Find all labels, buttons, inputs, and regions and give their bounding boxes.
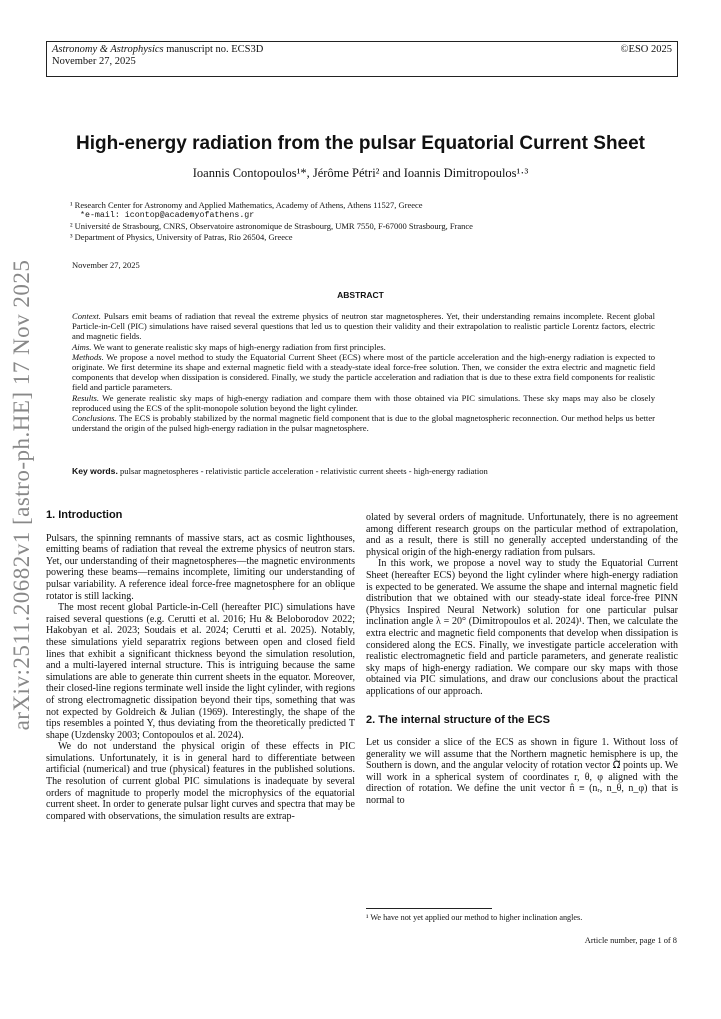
paragraph: We do not understand the physical origin of these effects in PIC simulations. Unfortunately, it is in general hard to differentiate between artificial (numerical) and true (physical) features in the published solutions. The resolution of current global PIC simulations is inadequate by several orders of magnitude to properly model the microphysics of the equatorial current sheet. In order to generate pulsar light curves and spectra that may be compared with observations, the simulation results are extrap- [46,741,355,822]
paper-title: High-energy radiation from the pulsar Equatorial Current Sheet [75,133,646,154]
abstract-conclusions [72,413,655,433]
context-label: Context. [72,311,101,321]
running-header [46,41,678,77]
conclusions-label: Conclusions. [72,413,117,424]
context-text: Pulsars emit beams of radiation that reveal the extreme physics of neutron star magnetospheres. Yet, their understanding remains incomplete. Recent global Particle-in-Cell (PIC) simulations have raised several questions that led us to question their validity and their extrapolation to realistic particle Lorentz factors, electric and magnetic fields. [72,311,655,342]
footnote-rule [366,908,492,909]
keywords-text: pulsar magnetospheres - relativistic particle acceleration - relativistic current sheets - high-energy radiation [117,466,488,476]
paragraph: Let us consider a slice of the ECS as shown in figure 1. Without loss of generality we will assume that the Northern magnetic hemisphere is up, the Southern is down, and the angular velocity of rotation vector Ω⃗ points up. We will work in a spherical system of coordinates r, θ, φ aligned with the direction of rotation. We define the unit vector n̂ ≡ (nᵣ, n_θ, n_φ) that is normal to [366,737,678,807]
left-column [46,510,355,822]
journal-name: Astronomy & Astrophysics [52,44,164,55]
methods-label: Methods. [72,351,104,362]
results-label: Results. [72,392,99,403]
abstract-results [72,393,655,413]
keywords-label: Key words. [72,466,118,476]
arxiv-stamp-text: arXiv:2511.20682v1 [astro-ph.HE] 17 Nov 2025 [9,259,34,731]
abstract-context [72,311,655,342]
aims-text: We want to generate realistic sky maps of high-energy radiation from first principles. [91,341,386,352]
paragraph: In this work, we propose a novel way to study the Equatorial Current Sheet (hereafter ECS) beyond the light cylinder where high-energy radiation is expected to be generated. We assume the shape and internal magnetic field distribution that we obtained with our steady-state ideal force-free PINN (Physics Inspired Neural Network) solution for one particular pulsar inclination angle λ = 20° (Dimitropoulos et al. 2024)¹. Then, we calculate the extra electric and magnetic field components that develop when dissipation is considered along the ECS. Finally, we investigate particle acceleration with realistic electromagnetic field and particle parameters, and generate realistic sky maps of high-energy radiation. We compare our sky maps with those obtained via PIC simulations, and draw our conclusions about the practical applications of our approach. [366,558,678,697]
copyright: ©ESO 2025 [620,44,672,55]
affiliation-1: ¹ Research Center for Astronomy and Applied Mathematics, Academy of Athens, Athens 11527, Greece [70,200,423,210]
arxiv-stamp [2,259,42,731]
conclusions-text: The ECS is probably stabilized by the normal magnetic field component that is due to the global magnetospheric reconnection. Our method helps us better understand the origin of the pulsed high-energy radiation in the pulsar magnetosphere. [72,413,655,434]
affiliations [70,200,473,242]
abstract-body [72,311,655,433]
header-date: November 27, 2025 [52,56,136,67]
page-number: Article number, page 1 of 8 [584,936,677,945]
right-column [366,512,678,807]
abstract-heading: ABSTRACT [337,290,384,300]
aims-label: Aims. [72,341,92,352]
affiliation-2: ² Université de Strasbourg, CNRS, Observatoire astronomique de Strasbourg, UMR 7550, F-67000 Strasbourg, France [70,221,473,232]
received-date: November 27, 2025 [72,260,140,270]
affiliation-3: ³ Department of Physics, University of Patras, Rio 26504, Greece [70,231,293,242]
keywords [72,466,488,476]
author-list: Ioannis Contopoulos¹*, Jérôme Pétri² and Ioannis Dimitropoulos¹·³ [192,166,529,180]
footnote: ¹ We have not yet applied our method to higher inclination angles. [366,913,583,922]
paragraph: olated by several orders of magnitude. Unfortunately, there is no agreement among different research groups on the particular method of extrapolation, and as a result, there is still no generally accepted understanding of the physical origin of the high-energy radiation from pulsars. [366,512,678,558]
methods-text: We propose a novel method to study the Equatorial Current Sheet (ECS) where most of the particle acceleration and the high-energy radiation is expected to originate. We first determine its shape and external magnetic field with a steady-state ideal force-free solution. Then, we consider the extra electric and magnetic field components that develop when dissipation is considered. Finally, we study the particle acceleration and radiation that is due to these extra field components for realistic field and particle parameters. [72,351,655,393]
abstract-methods [72,352,655,393]
paragraph: The most recent global Particle-in-Cell (hereafter PIC) simulations have raised several questions (e.g. Cerutti et al. 2016; Hu & Beloborodov 2022; Hakobyan et al. 2023; Soudais et al. 2024; Cerutti et al. 2025). Notably, these simulations yield separatrix regions between open and closed field lines that exhibit a significant thickness beyond the simulation resolution, and a multi-layered internal structure. This is intriguing because the same simulations are able to generate thin current sheets in the equator. Moreover, their closed-line regions terminate well inside the light cylinder, with regions of strong electromagnetic dissipation beyond their tips, something that was not expected by Goldreich & Julian (1969). Interestingly, the shape of the tips resembles a pointed Y, thus deviating from the theoretically predicted T shape (Uzdensky 2003; Contopoulos et al. 2024). [46,602,355,741]
section-1-heading: 1. Introduction [46,509,123,521]
section-2-heading: 2. The internal structure of the ECS [366,713,550,726]
results-text: We generate realistic sky maps of high-energy radiation and compare them with those obtained via PIC simulations. These sky maps may also be closely reproduced using the ECS of the split-monopole solution beyond the light cylinder. [72,392,655,413]
paragraph: Pulsars, the spinning remnants of massive stars, act as cosmic lighthouses, emitting beams of radiation that reveal the extreme physics of neutron stars. Yet, our understanding of their magnetospheres—the magnetic environments powering these beams—remains incomplete, limiting our understanding of pulsar variability. A reference ideal force-free magnetosphere for an oblique rotator is still lacking. [46,532,355,602]
abstract-aims [72,342,655,352]
corresponding-email: *e-mail: icontop@academyofathens.gr [80,210,255,220]
manuscript-number: manuscript no. ECS3D [163,44,264,55]
